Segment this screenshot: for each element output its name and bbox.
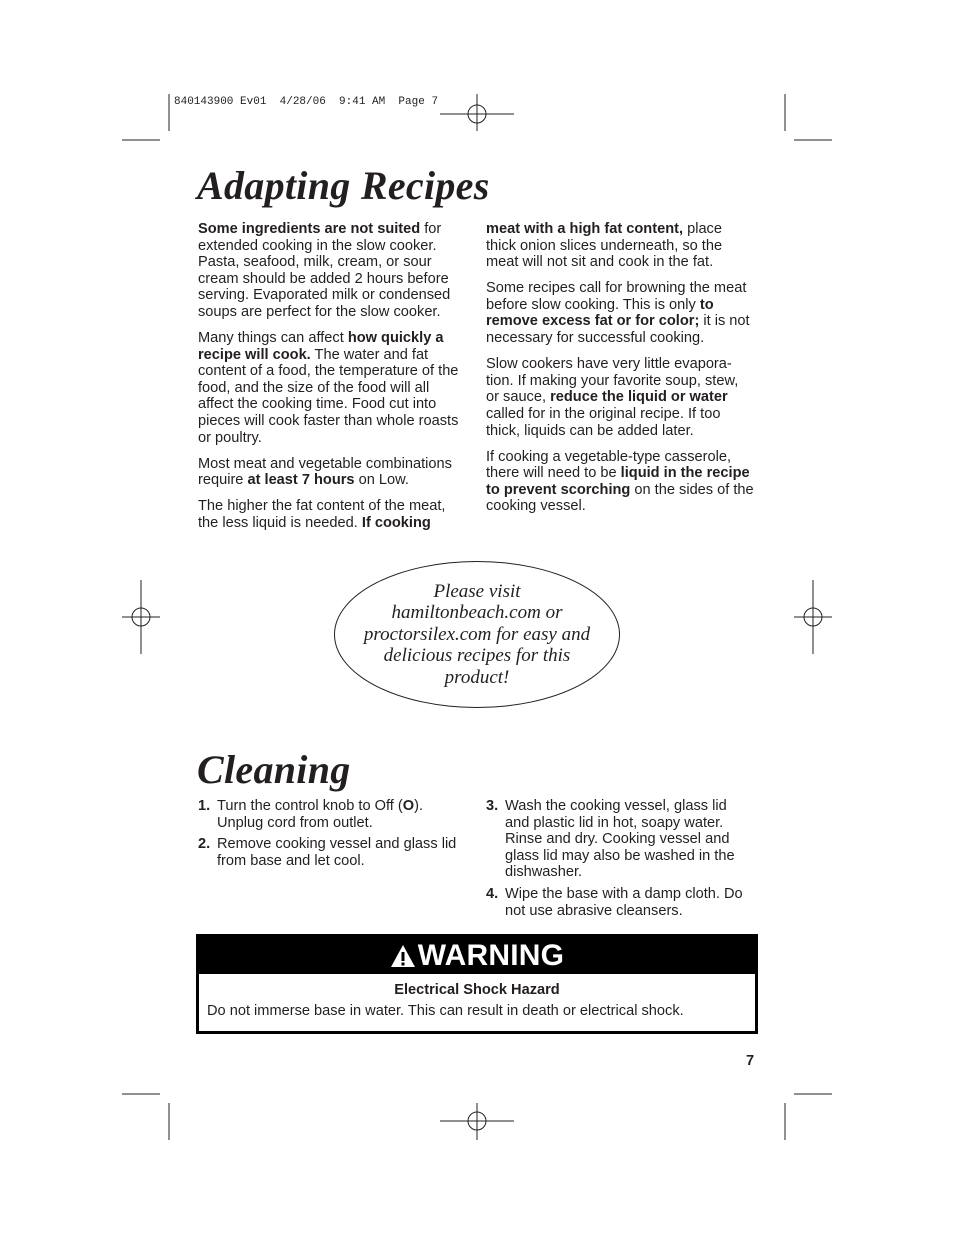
cleaning-right-column — [486, 798, 744, 924]
paragraph-ingredients: Some ingredients are not suited for extended cooking in the slow cooker. Pasta, seafood, milk, cream, or sour cream should be added 2 hours before serving. Evaporated milk or condensed soups are perfect for the slow cooker. — [198, 221, 451, 320]
recipe-website-callout — [334, 561, 620, 708]
cleaning-left-column — [198, 798, 468, 874]
cleaning-step: 2. Remove cooking vessel and glass lid from base and let cool. — [198, 836, 457, 869]
callout-text: Please visit hamiltonbeach.com or proctorsilex.com for easy and delicious recipes for this product! — [363, 580, 591, 688]
cleaning-step: 4. Wipe the base with a damp cloth. Do not use abrasive cleansers. — [486, 885, 743, 919]
cleaning-step: 1. Turn the control knob to Off (O). Unplug cord from outlet. — [198, 798, 424, 831]
page-number: 7 — [746, 1053, 755, 1069]
warning-header — [199, 937, 755, 974]
paragraph-cook-time: Most meat and vegetable combinations require at least 7 hours on Low. — [198, 455, 452, 489]
paragraph-fat-content: The higher the fat content of the meat, the less liquid is needed. If cooking — [198, 498, 446, 531]
print-slug: 840143900 Ev01 4/28/06 9:41 AM Page 7 — [174, 96, 439, 108]
warning-label: WARNING — [417, 938, 565, 972]
warning-box — [196, 934, 758, 1034]
adapting-left-column — [198, 221, 466, 541]
cleaning-heading: Cleaning — [197, 747, 351, 792]
off-symbol: O — [402, 798, 415, 814]
paragraph-cook-speed: Many things can affect how quickly a recipe will cook. The water and fat content of a food, the temperature of the food, and the size of the food will all affect the cooking time. Food cut into pieces will cook faster than whole roasts or poultry. — [198, 330, 459, 446]
warning-text: Do not immerse base in water. This can result in death or electrical shock. — [207, 1003, 684, 1019]
paragraph-evaporation: Slow cookers have very little evapora-tion. If making your favorite soup, stew, or sauce, reduce the liquid or water called for in the original recipe. If too thick, liquids can be added later. — [486, 356, 739, 439]
warning-triangle-icon — [390, 944, 416, 968]
cleaning-step: 3. Wash the cooking vessel, glass lid and plastic lid in hot, soapy water. Rinse and dry. Cooking vessel and glass lid may also be washed in the dishwasher. — [486, 798, 735, 881]
warning-title: Electrical Shock Hazard — [394, 982, 560, 998]
adapting-right-column — [486, 221, 754, 525]
paragraph-casserole: If cooking a vegetable-type casserole, there will need to be liquid in the recipe to prevent scorching on the sides of the cooking vessel. — [486, 448, 754, 515]
paragraph-browning: Some recipes call for browning the meat before slow cooking. This is only to remove excess fat or for color; it is not necessary for successful cooking. — [486, 280, 750, 347]
paragraph-high-fat-meat: meat with a high fat content, place thick onion slices underneath, so the meat will not sit and cook in the fat. — [486, 221, 723, 271]
adapting-recipes-heading: Adapting Recipes — [197, 163, 490, 208]
